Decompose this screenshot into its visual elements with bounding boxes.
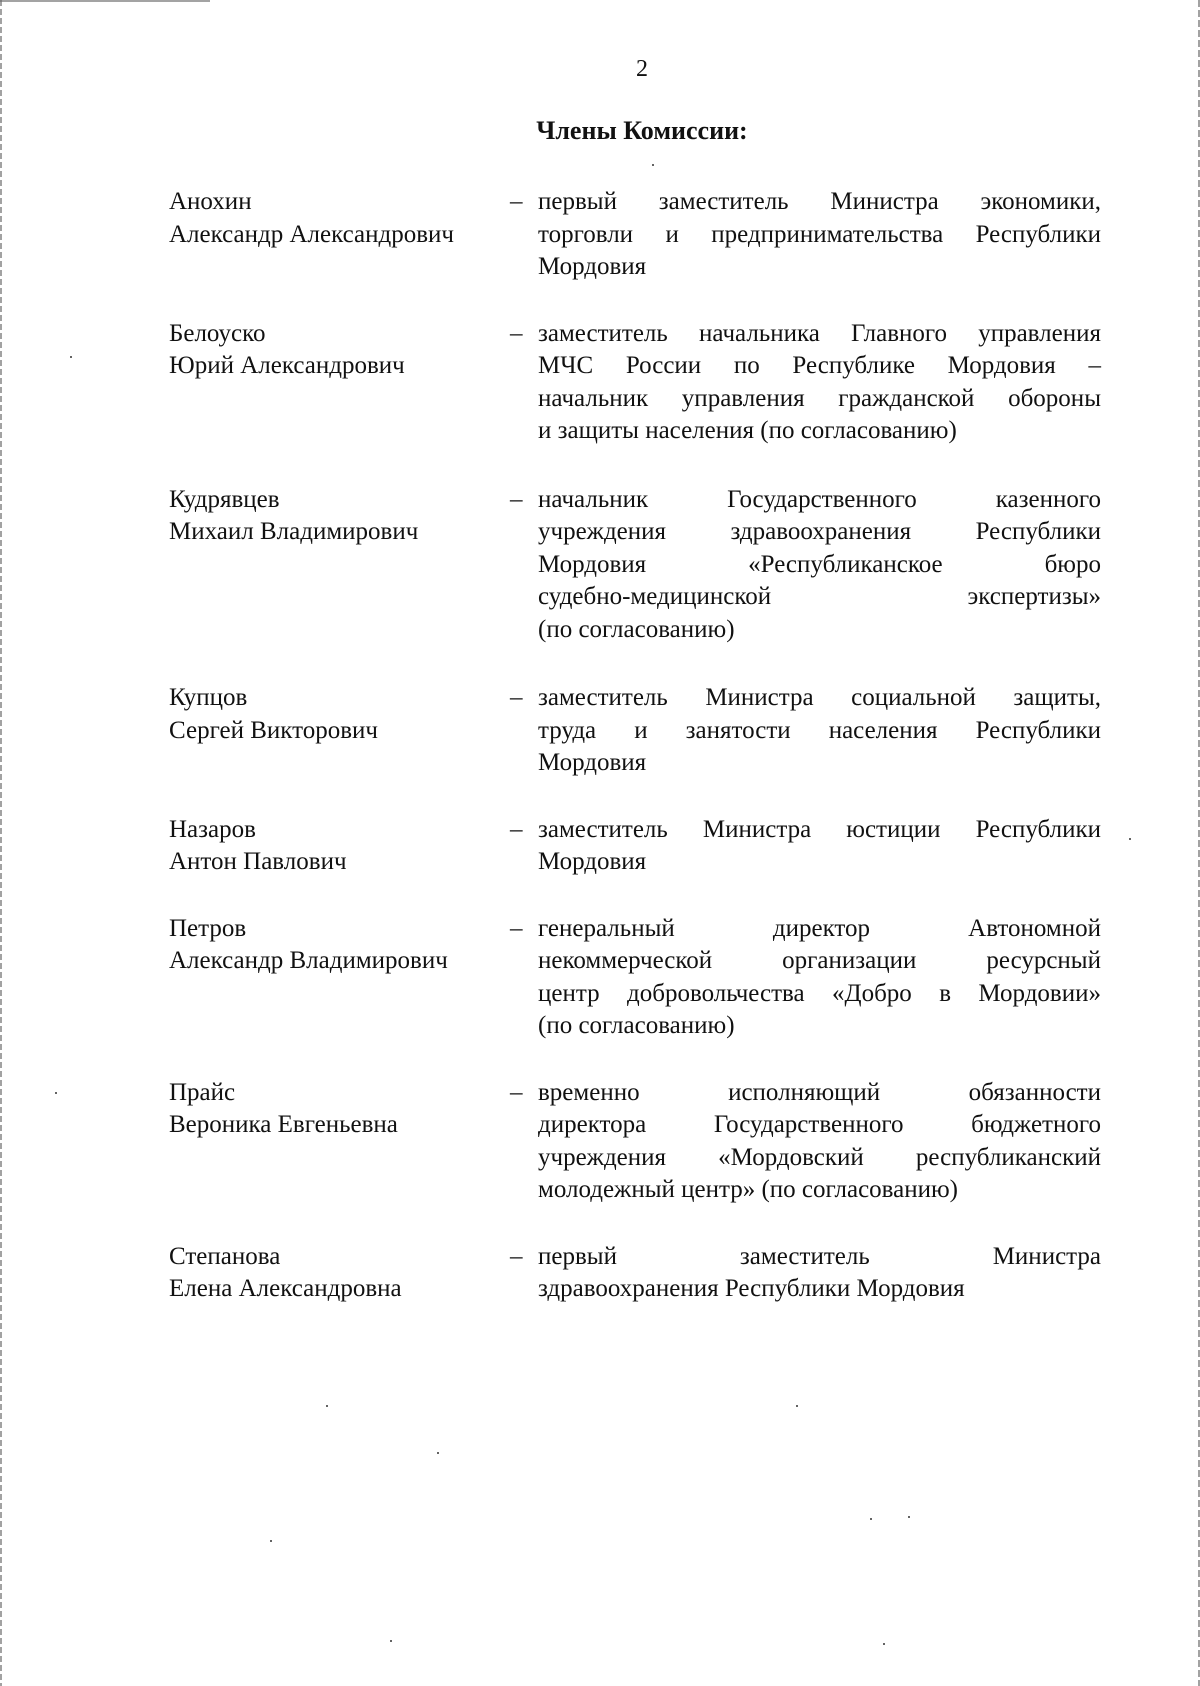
member-surname: Назаров xyxy=(169,815,256,843)
member-role xyxy=(538,814,1101,879)
member-role xyxy=(538,682,1101,780)
member-surname: Степанова xyxy=(169,1242,281,1270)
member-given-name: Антон Павлович xyxy=(169,848,347,875)
dash-separator: – xyxy=(510,914,523,942)
members-list xyxy=(169,186,1101,1306)
member-name xyxy=(169,1241,510,1306)
role-line: молодежный центр» (по согласованию) xyxy=(538,1176,959,1203)
member-given-name: Елена Александровна xyxy=(169,1275,402,1302)
role-line: и защиты населения (по согласованию) xyxy=(538,417,957,444)
member-surname: Петров xyxy=(169,914,247,942)
dash-separator: – xyxy=(510,319,523,347)
role-line: начальник Государственного казенного xyxy=(538,485,1101,513)
member-role xyxy=(538,913,1101,1043)
role-line: торговли и предпринимательства Республики xyxy=(538,220,1101,248)
scan-speck xyxy=(55,1092,57,1094)
member-entry xyxy=(169,318,1101,448)
role-line: генеральный директор Автономной xyxy=(538,914,1101,942)
member-role xyxy=(538,1241,1101,1306)
role-line: Мордовия xyxy=(538,749,647,776)
scan-edge-top xyxy=(0,0,210,2)
dash-separator: – xyxy=(510,1078,523,1106)
role-line: труда и занятости населения Республики xyxy=(538,716,1101,744)
role-line: начальник управления гражданской обороны xyxy=(538,384,1101,412)
member-entry xyxy=(169,186,1101,284)
role-line: судебно-медицинской экспертизы» xyxy=(538,583,1101,610)
role-line: заместитель начальника Главного управления xyxy=(538,319,1101,347)
scan-speck xyxy=(326,1405,328,1407)
role-line: здравоохранения Республики Мордовия xyxy=(538,1275,965,1302)
role-line: учреждения «Мордовский республиканский xyxy=(538,1143,1101,1171)
role-line: Мордовия xyxy=(538,848,647,875)
scan-speck xyxy=(908,1516,910,1518)
member-name xyxy=(169,318,510,383)
member-entry xyxy=(169,1077,1101,1207)
role-line: Мордовия «Республиканское бюро xyxy=(538,550,1101,578)
role-line: первый заместитель Министра xyxy=(538,1242,1101,1270)
role-line: учреждения здравоохранения Республики xyxy=(538,518,1101,545)
section-heading: Члены Комиссии: xyxy=(536,116,748,145)
role-line: заместитель Министра социальной защиты, xyxy=(538,684,1101,711)
member-name xyxy=(169,913,510,978)
member-name xyxy=(169,814,510,879)
dash-separator: – xyxy=(510,188,523,215)
member-entry xyxy=(169,814,1101,879)
member-entry xyxy=(169,682,1101,780)
dash-separator: – xyxy=(510,485,523,513)
member-surname: Анохин xyxy=(169,188,252,215)
member-surname: Кудрявцев xyxy=(169,485,280,513)
member-role xyxy=(538,484,1101,647)
role-line: директора Государственного бюджетного xyxy=(538,1111,1101,1138)
page-number: 2 xyxy=(636,56,648,82)
member-entry xyxy=(169,484,1101,647)
member-role xyxy=(538,1077,1101,1207)
member-surname: Прайс xyxy=(169,1078,236,1106)
scan-speck xyxy=(652,164,654,166)
scan-speck xyxy=(270,1540,272,1542)
member-given-name: Михаил Владимирович xyxy=(169,518,419,545)
member-name xyxy=(169,484,510,549)
role-line: временно исполняющий обязанности xyxy=(538,1078,1101,1106)
member-given-name: Вероника Евгеньевна xyxy=(169,1111,398,1138)
member-name xyxy=(169,682,510,747)
scan-edge-left xyxy=(0,0,2,1686)
scan-speck xyxy=(796,1405,798,1407)
dash-separator: – xyxy=(510,1242,523,1270)
dash-separator: – xyxy=(510,684,523,711)
role-line: (по согласованию) xyxy=(538,615,735,643)
scan-speck xyxy=(390,1640,392,1642)
scan-speck xyxy=(437,1452,439,1454)
dash-separator: – xyxy=(510,815,523,843)
role-line: центр добровольчества «Добро в Мордовии» xyxy=(538,979,1101,1007)
member-given-name: Александр Владимирович xyxy=(169,947,448,974)
member-given-name: Александр Александрович xyxy=(169,220,454,248)
scan-speck xyxy=(70,356,72,358)
role-line: некоммерческой организации ресурсный xyxy=(538,947,1101,974)
scan-speck xyxy=(870,1518,872,1520)
member-given-name: Юрий Александрович xyxy=(169,352,405,379)
role-line: (по согласованию) xyxy=(538,1012,735,1039)
member-given-name: Сергей Викторович xyxy=(169,716,378,744)
role-line: Мордовия xyxy=(538,253,647,280)
member-entry xyxy=(169,1241,1101,1306)
member-surname: Купцов xyxy=(169,684,248,711)
member-entry xyxy=(169,913,1101,1043)
role-line: первый заместитель Министра экономики, xyxy=(538,188,1101,215)
role-line: заместитель Министра юстиции Республики xyxy=(538,815,1101,843)
member-role xyxy=(538,318,1101,448)
member-surname: Белоуско xyxy=(169,319,266,347)
role-line: МЧС России по Республике Мордовия – xyxy=(538,352,1101,379)
member-name xyxy=(169,1077,510,1142)
scan-speck xyxy=(1129,838,1131,840)
member-role xyxy=(538,186,1101,284)
member-name xyxy=(169,186,510,251)
scan-speck xyxy=(883,1643,885,1645)
